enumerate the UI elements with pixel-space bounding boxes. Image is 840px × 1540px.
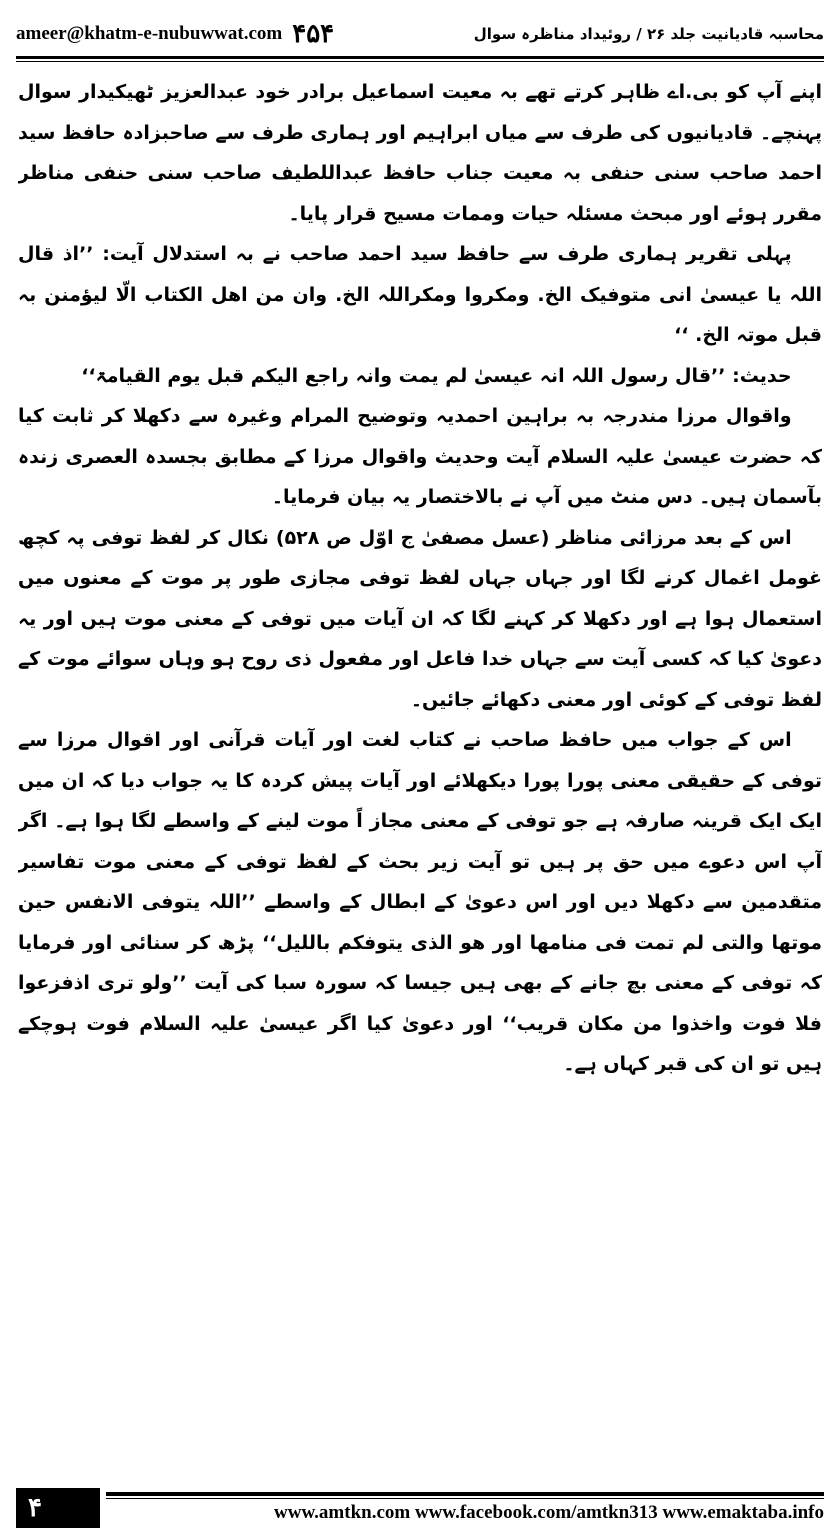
header-rule [16, 56, 824, 59]
running-title: محاسبہ قادیانیت جلد ۲۶ / روئیداد مناظرہ سوال [473, 25, 824, 43]
page-header [16, 14, 824, 54]
paragraph: اپنے آپ کو بی.اے ظاہر کرتے تھے بہ معیت اسماعیل برادر خود عبدالعزیز ٹھیکیدار سوال پہنچے۔ قادیانیوں کی طرف سے میاں ابراہیم اور ہماری طرف سے صاحبزادہ حافظ سید احمد صاحب سنی حنفی بہ معیت جناب حافظ عبداللطیف صاحب سنی حنفی مناظر مقرر ہوئے اور مبحث مسئلہ حیات وممات مسیح قرار پایا۔ [18, 81, 822, 225]
sheet-number: ۴ [16, 1488, 100, 1528]
footer-rule [106, 1492, 824, 1496]
footer-links: www.amtkn.com www.facebook.com/amtkn313 www.emaktaba.info [274, 1502, 824, 1523]
paragraph: اس کے جواب میں حافظ صاحب نے کتاب لغت اور آیات قرآنی اور اقوال مرزا سے توفی کے حقیقی معنی پورا پورا دیکھلائے اور آیات پیش کردہ کا یہ جواب دیا کہ ان میں ایک ایک قرینہ صارفہ ہے جو توفی کے معنی مجاز اً موت لینے کے واسطے لگا ہوا ہے۔ اگر آپ اس دعوے میں حق پر ہیں تو آیت زیر بحث کے لفظ توفی کے معنی موت تفاسیر متقدمین سے دکھلا دیں اور اس دعویٰ کے ابطال کے واسطے ’’اللہ یتوفی الانفس حین موتھا والتی لم تمت فی منامھا اور ھو الذی یتوفکم باللیل‘‘ پڑھ کر سنائی اور فرمایا کہ توفی کے معنی بچ جانے کے بھی ہیں جیسا کہ سورہ سبا کی آیت ’’ولو تری اذفزعوا فلا فوت واخذوا من مکان قریب‘‘ اور دعویٰ کیا اگر عیسیٰ علیہ السلام فوت ہوچکے ہیں تو ان کی قبر کہاں ہے۔ [18, 729, 822, 1075]
paragraph: واقوال مرزا مندرجہ بہ براہین احمدیہ وتوضیح المرام وغیرہ سے دکھلا کر ثابت کیا کہ حضرت عیسیٰ علیہ السلام آیت وحدیث واقوال مرزا کے مطابق بجسدہ العصری زندہ بآسمان ہیں۔ دس منٹ میں آپ نے بالاختصار یہ بیان فرمایا۔ [18, 405, 822, 508]
paragraph: اس کے بعد مرزائی مناظر (عسل مصفیٰ ج اوّل ص ۵۲۸) نکال کر لفظ توفی پہ کچھ غومل اغمال کرنے لگا اور جہاں جہاں لفظ توفی مجازی طور پر موت کے معنوں میں استعمال ہوا ہے اور دکھلا کر کہنے لگا کہ ان آیات میں توفی کے معنی موت ہیں اور یہ دعویٰ کیا کہ کسی آیت سے جہاں خدا فاعل اور مفعول ذی روح ہو وہاں سوائے موت کے لفظ توفی کے کوئی اور معنی دکھائے جائیں۔ [18, 526, 822, 711]
page-number: ۴۵۴ [292, 19, 335, 49]
body-text [18, 72, 822, 1470]
header-rule-thin [16, 61, 824, 62]
footer-rule-thin [106, 1498, 824, 1499]
header-email: ameer@khatm-e-nubuwwat.com [16, 23, 283, 44]
page-footer [16, 1488, 824, 1530]
paragraph: حدیث: ’’قال رسول اللہ انہ عیسیٰ لم یمت وانہ راجع الیکم قبل یوم القیامۃ‘‘ [81, 364, 792, 387]
paragraph: پہلی تقریر ہماری طرف سے حافظ سید احمد صاحب نے بہ استدلال آیت: ’’اذ قال اللہ یا عیسیٰ انی متوفیک الخ. ومکروا ومکراللہ الخ. وان من اھل الکتاب الّا لیؤمنن بہ قبل موتہ الخ. ‘‘ [18, 243, 822, 346]
